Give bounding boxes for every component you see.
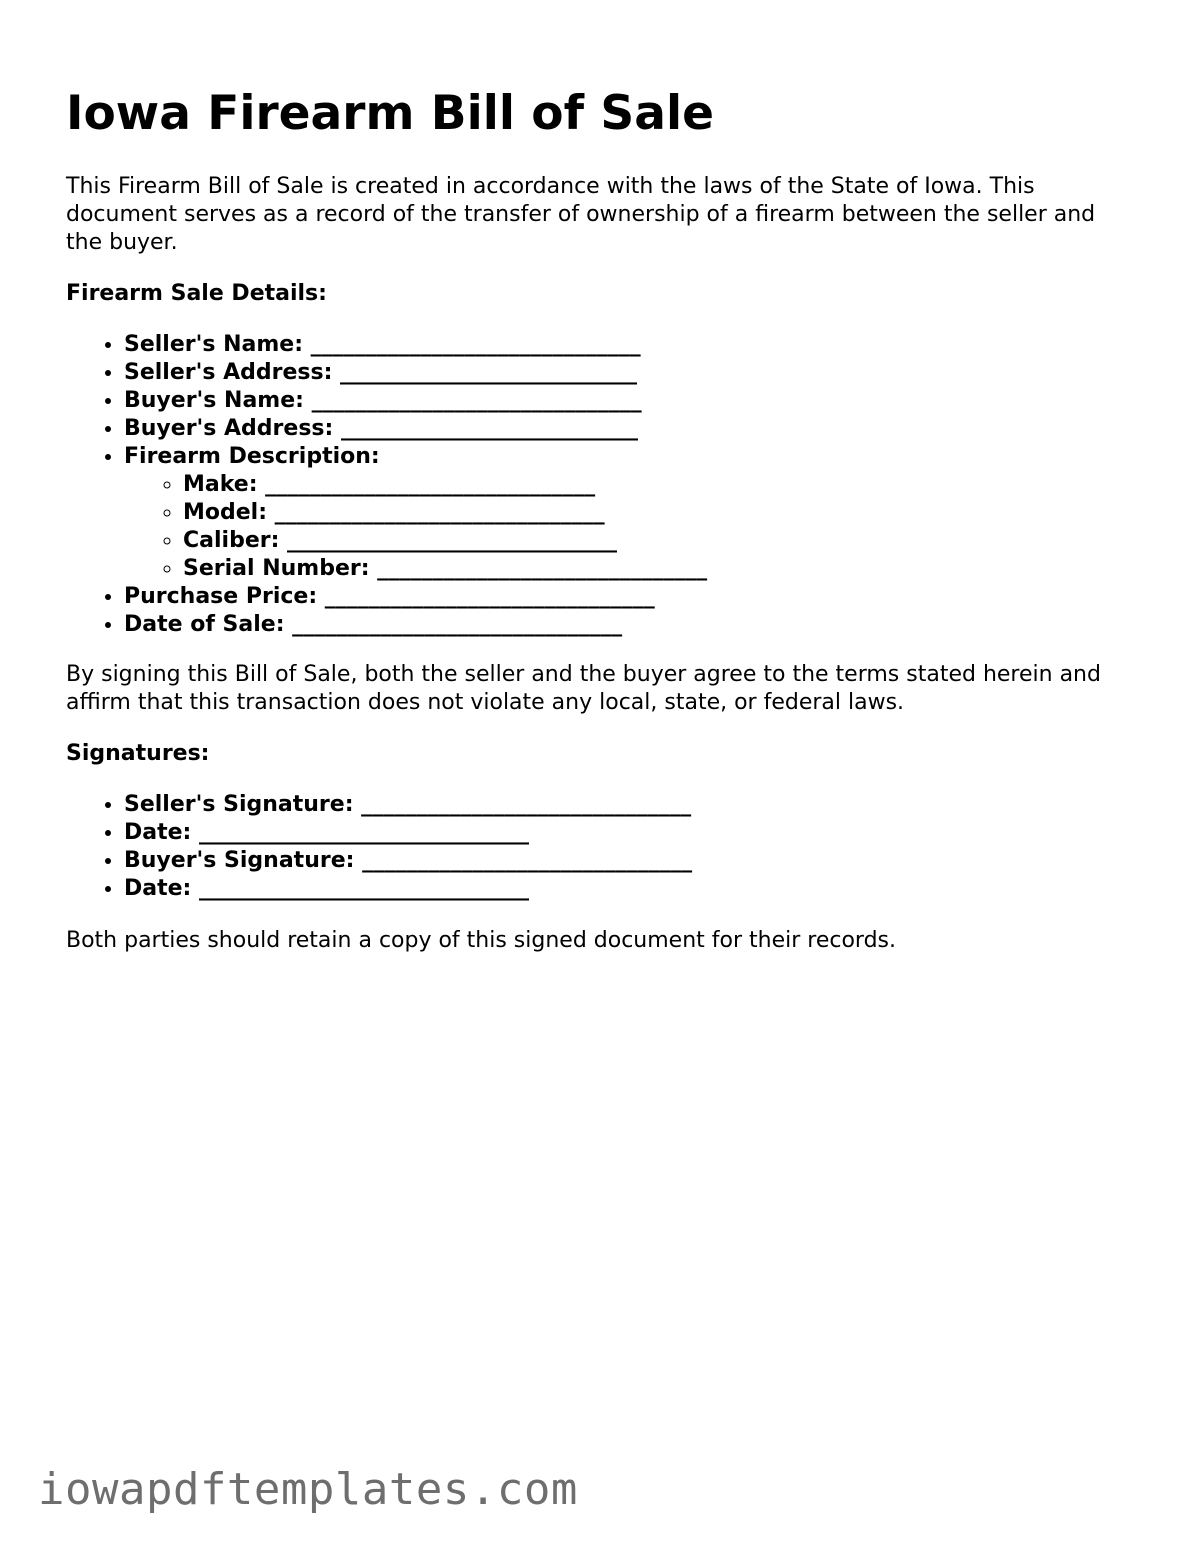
buyer-date-field: • Date: ______________________________: [124, 875, 692, 903]
make-field: ◦ Make: ______________________________: [183, 471, 707, 499]
intro-paragraph: This Firearm Bill of Sale is created in accordance with the laws of the State of Iowa. This document serves as a record of the transfer of ownership of a firearm between the seller and the buyer.: [66, 174, 1096, 255]
sale-details-list: [66, 331, 707, 639]
seller-name-field: • Seller's Name: ______________________________: [124, 331, 707, 359]
signatures-heading: Signatures:: [66, 741, 210, 766]
sale-details-heading: Firearm Sale Details:: [66, 281, 327, 306]
caliber-field: ◦ Caliber: ______________________________: [183, 527, 707, 555]
buyer-address-field: • Buyer's Address: ___________________________: [124, 415, 707, 443]
agreement-paragraph: By signing this Bill of Sale, both the seller and the buyer agree to the terms stated herein and affirm that this transaction does not violate any local, state, or federal laws.: [66, 662, 1101, 715]
buyer-name-field: • Buyer's Name: ______________________________: [124, 387, 707, 415]
date-of-sale-field: • Date of Sale: ______________________________: [124, 611, 707, 639]
model-field: ◦ Model: ______________________________: [183, 499, 707, 527]
firearm-description-list: [124, 471, 707, 583]
firearm-description-label: Firearm Description:: [124, 444, 380, 469]
seller-date-field: • Date: ______________________________: [124, 819, 692, 847]
seller-address-field: • Seller's Address: ___________________________: [124, 359, 707, 387]
closing-paragraph: Both parties should retain a copy of this signed document for their records.: [66, 928, 897, 953]
serial-number-field: ◦ Serial Number: ______________________________: [183, 555, 707, 583]
purchase-price-field: • Purchase Price: ______________________________: [124, 583, 707, 611]
signatures-list: [66, 791, 692, 903]
seller-signature-field: • Seller's Signature: ______________________________: [124, 791, 692, 819]
firearm-description-item: [124, 443, 707, 583]
watermark: iowapdftemplates.com: [38, 1464, 578, 1515]
buyer-signature-field: • Buyer's Signature: ______________________________: [124, 847, 692, 875]
document-title: Iowa Firearm Bill of Sale: [66, 86, 714, 141]
